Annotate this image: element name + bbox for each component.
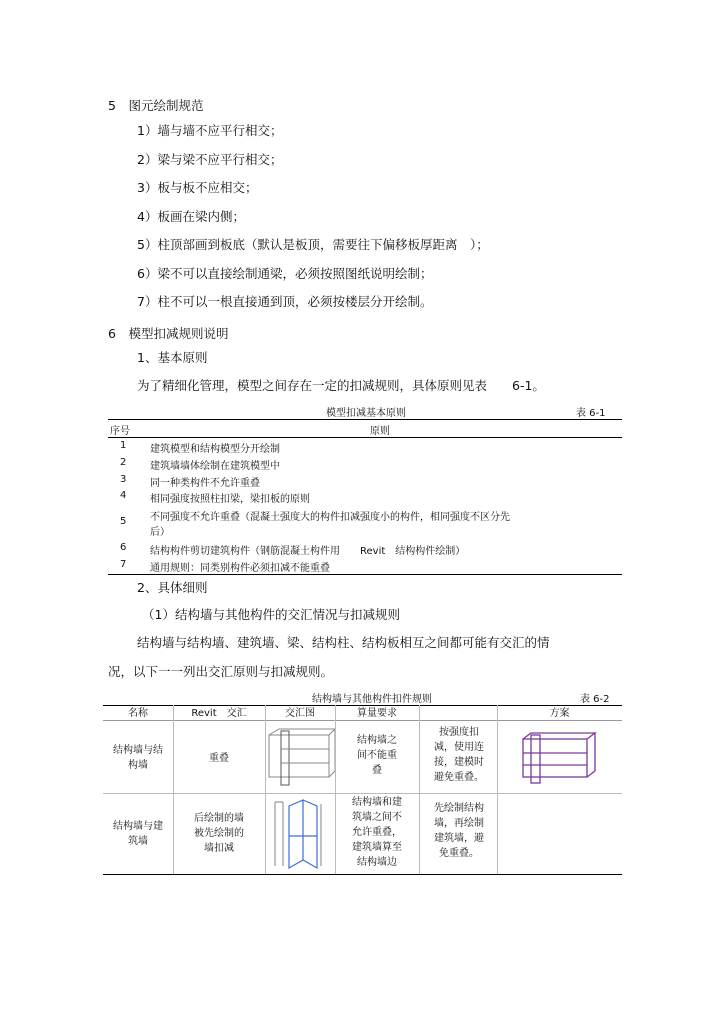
table2-cell-plan: 先绘制结构 墙，再绘制 建筑墙，避 免重叠。 [434, 803, 484, 859]
table1-row-text: 建筑模型和结构模型分开绘制 [150, 444, 280, 455]
rule-item-3: 3）板与板不应相交； [137, 180, 258, 195]
rule-item-4: 4）板画在梁内侧； [137, 209, 245, 224]
table2-cell-revit: 重叠 [209, 753, 229, 764]
paragraph-line-1: 结构墙与结构墙、建筑墙、梁、结构柱、结构板相互之间都可能有交汇的情 [137, 635, 550, 650]
table2-cell-requirement: 结构墙之 间不能重 叠 [357, 735, 397, 776]
subsection-detailed-rules: 2、具体细则 [137, 580, 208, 595]
section-6-heading: 6 模型扣减规则说明 [108, 326, 229, 341]
table2-cell-plan: 按强度扣 减，使用连 接，建模时 避免重叠。 [434, 727, 484, 783]
table1-header-no: 序号 [110, 426, 130, 437]
rule-item-1: 1）墙与墙不应平行相交； [137, 123, 283, 138]
rule-item-6: 6）梁不可以直接绘制通梁，必须按照图纸说明绘制； [137, 266, 433, 281]
wall-building-diagram [267, 796, 333, 872]
table2-cell-requirement: 结构墙和建 筑墙之间不 允许重叠， 建筑墙算至 结构墙边 [352, 797, 402, 868]
table1-header-principle: 原则 [370, 426, 390, 437]
table1-row-text: 相同强度按照柱扣梁，梁扣板的原则 [150, 494, 310, 505]
table2-header-requirement: 算量要求 [357, 708, 397, 719]
rule-item-2: 2）梁与梁不应平行相交； [137, 152, 283, 167]
table1-row-no: 5 [120, 516, 127, 527]
rule-item-7: 7）柱不可以一根直接通到顶，必须按楼层分开绘制。 [137, 294, 433, 309]
table1-row-no: 1 [120, 440, 127, 451]
table1-row-text: 建筑墙墙体绘制在建筑模型中 [150, 461, 280, 472]
table1-row-no: 6 [120, 542, 127, 553]
subsection-basic-principles: 1、基本原则 [137, 350, 208, 365]
wall-overlap-diagram [265, 725, 335, 789]
rule-item-5: 5）柱顶部画到板底（默认是板顶，需要往下偏移板厚距离 ）； [137, 237, 489, 252]
table2-header-name: 名称 [128, 708, 148, 719]
table2-caption: 结构墙与其他构件扣件规则 [312, 694, 432, 705]
table1-row-no: 7 [120, 559, 127, 570]
table1-row-text: 不同强度不允许重叠（混凝土强度大的构件扣减强度小的构件，相同强度不区分先 [150, 512, 510, 523]
table1-number: 表 6-1 [576, 408, 606, 419]
table1-row-no: 4 [120, 490, 127, 501]
table2-number: 表 6-2 [580, 694, 610, 705]
table1-caption: 模型扣减基本原则 [326, 408, 406, 419]
table2-cell-name: 结构墙与结 构墙 [113, 745, 163, 771]
intro-paragraph: 为了精细化管理，模型之间存在一定的扣减规则，具体原则见表 6-1。 [137, 378, 545, 393]
table1-row-no: 2 [120, 457, 127, 468]
table1-row-text: 通用规则：同类别构件必须扣减不能重叠 [150, 563, 330, 574]
wall-joined-diagram [515, 725, 605, 789]
table2-header-plan: 方案 [549, 708, 570, 719]
table2-header-diagram: 交汇图 [285, 708, 315, 719]
table1-row-text: 同一种类构件不允许重叠 [150, 478, 260, 489]
paragraph-line-2: 况，以下一一列出交汇原则与扣减规则。 [108, 664, 334, 679]
table2-header-revit: Revit 交汇 [191, 708, 247, 719]
table2-cell-revit: 后绘制的墙 被先绘制的 墙扣减 [194, 813, 244, 854]
table1-row-no: 3 [120, 474, 127, 485]
table2-cell-name: 结构墙与建 筑墙 [113, 821, 163, 847]
section-5-heading: 5 图元绘制规范 [108, 98, 204, 113]
subsection-structural-wall-rules: （1）结构墙与其他构件的交汇情况与扣减规则 [142, 607, 400, 622]
table1-row-text-cont: 后） [150, 527, 170, 538]
table1-row-text: 结构构件剪切建筑构件（钢筋混凝土构件用 Revit 结构构件绘制） [150, 546, 466, 557]
